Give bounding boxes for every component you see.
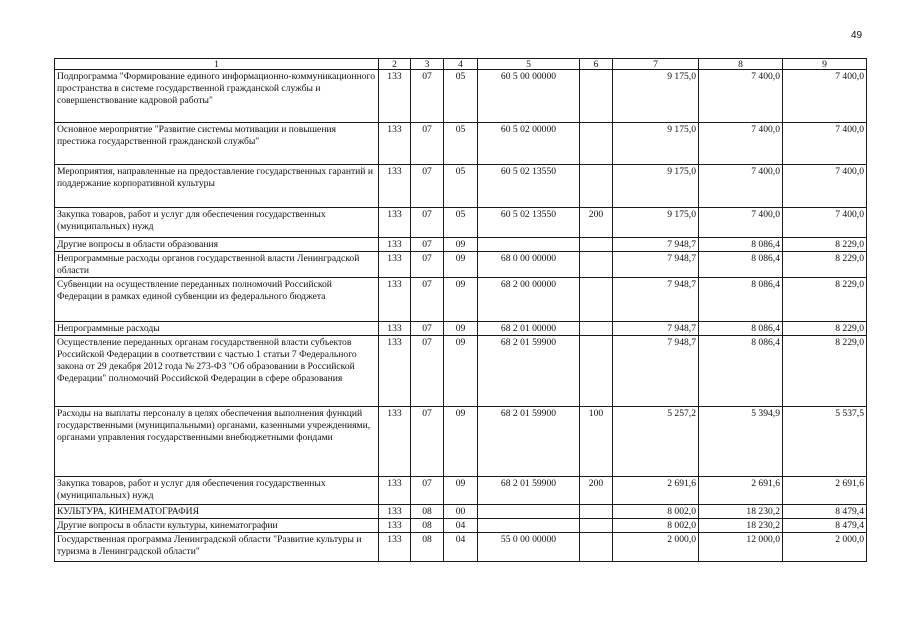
cell-col8: 7 400,0 (699, 208, 783, 238)
cell-col3: 07 (411, 208, 444, 238)
cell-col3: 08 (411, 519, 444, 533)
cell-col2: 133 (379, 165, 411, 208)
cell-col9: 8 229,0 (783, 322, 867, 336)
cell-col4: 09 (444, 278, 478, 322)
cell-col2: 133 (379, 252, 411, 278)
header-cell: 9 (783, 59, 867, 70)
table-row (55, 533, 867, 562)
header-cell: 7 (613, 59, 699, 70)
cell-col5: 55 0 00 00000 (478, 533, 580, 562)
cell-col7: 7 948,7 (613, 252, 699, 278)
cell-col8: 18 230,2 (699, 505, 783, 519)
cell-col8: 8 086,4 (699, 336, 783, 407)
header-cell: 8 (699, 59, 783, 70)
cell-col4: 09 (444, 238, 478, 252)
cell-col7: 7 948,7 (613, 278, 699, 322)
row-name: Государственная программа Ленинградской области "Развитие культуры и туризма в Ленинградской области" (55, 533, 379, 562)
cell-col6 (580, 165, 613, 208)
table-row (55, 123, 867, 165)
cell-col9: 7 400,0 (783, 165, 867, 208)
cell-col9: 7 400,0 (783, 70, 867, 123)
header-cell: 4 (444, 59, 478, 70)
cell-col2: 133 (379, 208, 411, 238)
cell-col3: 07 (411, 238, 444, 252)
cell-col7: 9 175,0 (613, 165, 699, 208)
cell-col3: 07 (411, 477, 444, 505)
row-name: Основное мероприятие "Развитие системы мотивации и повышения престижа государственной гражданской службы" (55, 123, 379, 165)
row-name: Закупка товаров, работ и услуг для обеспечения государственных (муниципальных) нужд (55, 477, 379, 505)
cell-col3: 07 (411, 70, 444, 123)
cell-col5: 60 5 02 00000 (478, 123, 580, 165)
cell-col8: 8 086,4 (699, 322, 783, 336)
cell-col5: 68 2 01 59900 (478, 477, 580, 505)
header-cell: 6 (580, 59, 613, 70)
cell-col9: 8 229,0 (783, 336, 867, 407)
cell-col5: 60 5 02 13550 (478, 208, 580, 238)
row-name: Субвенции на осуществление переданных полномочий Российской Федерации в рамках единой субвенции из федерального бюджета (55, 278, 379, 322)
table-row (55, 505, 867, 519)
cell-col5: 68 2 01 00000 (478, 322, 580, 336)
cell-col4: 00 (444, 505, 478, 519)
cell-col7: 2 691,6 (613, 477, 699, 505)
cell-col8: 5 394,9 (699, 407, 783, 477)
cell-col5: 68 2 01 59900 (478, 407, 580, 477)
row-name: Осуществление переданных органам государственной власти субъектов Российской Федерации в соответствии с частью 1 статьи 7 Федерального закона от 29 декабря 2012 года № 273-ФЗ "Об образовании в Российской Федерации" полномочий Российской Федерации в сфере образования (55, 336, 379, 407)
cell-col5: 68 2 00 00000 (478, 278, 580, 322)
cell-col6 (580, 123, 613, 165)
cell-col4: 09 (444, 336, 478, 407)
cell-col6 (580, 533, 613, 562)
cell-col6: 100 (580, 407, 613, 477)
cell-col9: 8 229,0 (783, 238, 867, 252)
cell-col4: 04 (444, 519, 478, 533)
cell-col2: 133 (379, 322, 411, 336)
cell-col5 (478, 238, 580, 252)
cell-col2: 133 (379, 407, 411, 477)
cell-col3: 07 (411, 123, 444, 165)
cell-col2: 133 (379, 336, 411, 407)
table-row (55, 519, 867, 533)
table-row (55, 208, 867, 238)
cell-col2: 133 (379, 519, 411, 533)
cell-col6: 200 (580, 477, 613, 505)
row-name: Закупка товаров, работ и услуг для обеспечения государственных (муниципальных) нужд (55, 208, 379, 238)
row-name: Другие вопросы в области культуры, кинематографии (55, 519, 379, 533)
cell-col9: 5 537,5 (783, 407, 867, 477)
cell-col5 (478, 505, 580, 519)
cell-col2: 133 (379, 533, 411, 562)
cell-col3: 07 (411, 407, 444, 477)
table-row (55, 70, 867, 123)
header-cell: 5 (478, 59, 580, 70)
header-cell: 2 (379, 59, 411, 70)
cell-col4: 05 (444, 208, 478, 238)
cell-col7: 2 000,0 (613, 533, 699, 562)
cell-col7: 7 948,7 (613, 336, 699, 407)
cell-col6 (580, 238, 613, 252)
cell-col7: 8 002,0 (613, 505, 699, 519)
cell-col5: 60 5 02 13550 (478, 165, 580, 208)
cell-col4: 05 (444, 70, 478, 123)
cell-col8: 8 086,4 (699, 238, 783, 252)
cell-col6 (580, 519, 613, 533)
cell-col5: 68 0 00 00000 (478, 252, 580, 278)
cell-col9: 8 479,4 (783, 519, 867, 533)
cell-col3: 07 (411, 278, 444, 322)
cell-col7: 9 175,0 (613, 208, 699, 238)
cell-col9: 2 691,6 (783, 477, 867, 505)
cell-col6 (580, 70, 613, 123)
cell-col2: 133 (379, 238, 411, 252)
cell-col8: 18 230,2 (699, 519, 783, 533)
cell-col4: 05 (444, 123, 478, 165)
header-row (55, 59, 867, 70)
cell-col7: 7 948,7 (613, 322, 699, 336)
cell-col7: 5 257,2 (613, 407, 699, 477)
cell-col3: 07 (411, 336, 444, 407)
header-cell: 3 (411, 59, 444, 70)
table-row (55, 322, 867, 336)
cell-col7: 8 002,0 (613, 519, 699, 533)
cell-col7: 7 948,7 (613, 238, 699, 252)
table-row (55, 477, 867, 505)
row-name: Непрограммные расходы органов государственной власти Ленинградской области (55, 252, 379, 278)
cell-col9: 8 479,4 (783, 505, 867, 519)
cell-col5: 60 5 00 00000 (478, 70, 580, 123)
cell-col3: 08 (411, 505, 444, 519)
cell-col9: 2 000,0 (783, 533, 867, 562)
cell-col9: 8 229,0 (783, 252, 867, 278)
cell-col9: 8 229,0 (783, 278, 867, 322)
cell-col4: 09 (444, 477, 478, 505)
row-name: Подпрограмма "Формирование единого информационно-коммуникационного пространства в системе государственной гражданской службы и совершенствование кадровой работы" (55, 70, 379, 123)
cell-col6 (580, 336, 613, 407)
cell-col8: 2 691,6 (699, 477, 783, 505)
cell-col3: 07 (411, 252, 444, 278)
cell-col6 (580, 278, 613, 322)
row-name: Расходы на выплаты персоналу в целях обеспечения выполнения функций государственными (муниципальными) органами, казенными учреждениями, органами управления государственными внебюджетными фондами (55, 407, 379, 477)
row-name: Другие вопросы в области образования (55, 238, 379, 252)
table-row (55, 336, 867, 407)
budget-table (54, 58, 867, 562)
cell-col9: 7 400,0 (783, 208, 867, 238)
cell-col8: 7 400,0 (699, 123, 783, 165)
cell-col4: 05 (444, 165, 478, 208)
cell-col2: 133 (379, 278, 411, 322)
table-row (55, 165, 867, 208)
cell-col6: 200 (580, 208, 613, 238)
cell-col7: 9 175,0 (613, 123, 699, 165)
cell-col5: 68 2 01 59900 (478, 336, 580, 407)
cell-col7: 9 175,0 (613, 70, 699, 123)
row-name: Мероприятия, направленные на предоставление государственных гарантий и поддержание корпоративной культуры (55, 165, 379, 208)
cell-col3: 07 (411, 322, 444, 336)
cell-col8: 7 400,0 (699, 70, 783, 123)
row-name: КУЛЬТУРА, КИНЕМАТОГРАФИЯ (55, 505, 379, 519)
table-row (55, 238, 867, 252)
cell-col8: 8 086,4 (699, 252, 783, 278)
cell-col4: 09 (444, 407, 478, 477)
cell-col2: 133 (379, 505, 411, 519)
cell-col2: 133 (379, 477, 411, 505)
cell-col6 (580, 322, 613, 336)
cell-col4: 09 (444, 322, 478, 336)
page-number: 49 (851, 30, 863, 41)
cell-col5 (478, 519, 580, 533)
cell-col4: 09 (444, 252, 478, 278)
cell-col2: 133 (379, 70, 411, 123)
cell-col3: 08 (411, 533, 444, 562)
table-row (55, 252, 867, 278)
cell-col3: 07 (411, 165, 444, 208)
cell-col9: 7 400,0 (783, 123, 867, 165)
cell-col2: 133 (379, 123, 411, 165)
cell-col8: 12 000,0 (699, 533, 783, 562)
cell-col6 (580, 252, 613, 278)
table-row (55, 278, 867, 322)
cell-col4: 04 (444, 533, 478, 562)
cell-col6 (580, 505, 613, 519)
header-cell: 1 (55, 59, 379, 70)
cell-col8: 7 400,0 (699, 165, 783, 208)
row-name: Непрограммные расходы (55, 322, 379, 336)
table-row (55, 407, 867, 477)
cell-col8: 8 086,4 (699, 278, 783, 322)
